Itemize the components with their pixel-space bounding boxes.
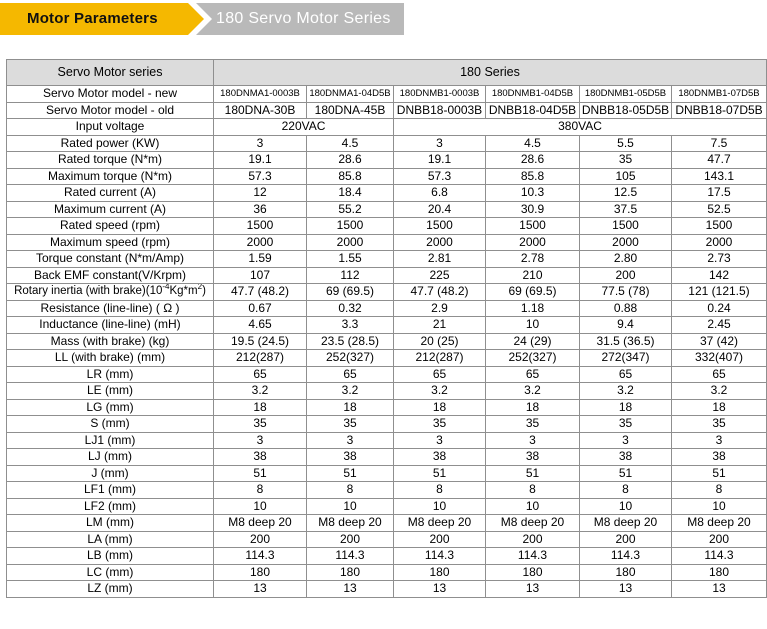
dimension-row-value: 31.5 (36.5) xyxy=(580,333,672,350)
dimension-row-value: 65 xyxy=(580,366,672,383)
dimension-row-label: Inductance (line-line) (mH) xyxy=(7,317,214,334)
dimension-row-value: 18 xyxy=(307,399,394,416)
dimension-row-value: 180 xyxy=(307,564,394,581)
dimension-row-value: 65 xyxy=(307,366,394,383)
dimension-row-label: LJ (mm) xyxy=(7,449,214,466)
dimension-row xyxy=(7,383,767,400)
dimension-row-value: 51 xyxy=(394,465,486,482)
dimension-row-value: 212(287) xyxy=(214,350,307,367)
section-banner xyxy=(0,3,404,35)
dimension-row-value: 10 xyxy=(307,498,394,515)
dimension-row-value: 200 xyxy=(307,531,394,548)
spec-row-value: 5.5 xyxy=(580,135,672,152)
spec-row-value: 143.1 xyxy=(672,168,767,185)
dimension-row xyxy=(7,449,767,466)
spec-row-value: 20.4 xyxy=(394,201,486,218)
dimension-row-value: 65 xyxy=(214,366,307,383)
spec-row-value: 112 xyxy=(307,267,394,284)
dimension-row-value: M8 deep 20 xyxy=(672,515,767,532)
spec-row-value: 55.2 xyxy=(307,201,394,218)
spec-row-value: 1500 xyxy=(394,218,486,235)
dimension-row-value: 38 xyxy=(394,449,486,466)
dimension-row-value: 8 xyxy=(486,482,580,499)
dimension-row-label: LA (mm) xyxy=(7,531,214,548)
dimension-row-label: LR (mm) xyxy=(7,366,214,383)
model-old-row xyxy=(7,102,767,119)
dimension-row-value: 180 xyxy=(580,564,672,581)
dimension-row-value: 8 xyxy=(307,482,394,499)
dimension-row-value: 38 xyxy=(307,449,394,466)
rotary-inertia-value: 47.7 (48.2) xyxy=(394,284,486,301)
dimension-row-value: 10 xyxy=(486,498,580,515)
spec-row-value: 2000 xyxy=(307,234,394,251)
banner-label: Motor Parameters xyxy=(27,10,158,27)
spec-row-value: 7.5 xyxy=(672,135,767,152)
dimension-row-value: 35 xyxy=(486,416,580,433)
dimension-row-value: 38 xyxy=(214,449,307,466)
table-header-row xyxy=(7,60,767,86)
model-new-row-value: 180DNMB1-04D5B xyxy=(486,86,580,103)
model-new-row-value: 180DNMB1-07D5B xyxy=(672,86,767,103)
dimension-row-label: LB (mm) xyxy=(7,548,214,565)
dimension-row-value: 19.5 (24.5) xyxy=(214,333,307,350)
spec-row-value: 28.6 xyxy=(486,152,580,169)
dimension-row-value: 3.2 xyxy=(580,383,672,400)
dimension-row-value: M8 deep 20 xyxy=(307,515,394,532)
dimension-row-value: 212(287) xyxy=(394,350,486,367)
spec-row-label: Maximum current (A) xyxy=(7,201,214,218)
spec-row-value: 6.8 xyxy=(394,185,486,202)
model-new-row-value: 180DNMA1-04D5B xyxy=(307,86,394,103)
spec-row-value: 12.5 xyxy=(580,185,672,202)
model-old-row-value: DNBB18-04D5B xyxy=(486,102,580,119)
spec-row-value: 35 xyxy=(580,152,672,169)
voltage-380-value: 380VAC xyxy=(394,119,767,136)
dimension-row-value: 252(327) xyxy=(486,350,580,367)
dimension-row-value: 9.4 xyxy=(580,317,672,334)
dimension-row-label: Resistance (line-line) ( Ω ) xyxy=(7,300,214,317)
header-series-label: Servo Motor series xyxy=(7,60,214,86)
dimension-row-label: LE (mm) xyxy=(7,383,214,400)
spec-row-value: 18.4 xyxy=(307,185,394,202)
spec-row-value: 1500 xyxy=(672,218,767,235)
spec-row-value: 225 xyxy=(394,267,486,284)
spec-row-value: 2000 xyxy=(672,234,767,251)
table-body xyxy=(7,60,767,598)
dimension-row xyxy=(7,432,767,449)
dimension-row-value: 10 xyxy=(394,498,486,515)
header-series-value: 180 Series xyxy=(214,60,767,86)
spec-row-value: 36 xyxy=(214,201,307,218)
spec-row-label: Rated speed (rpm) xyxy=(7,218,214,235)
spec-row xyxy=(7,135,767,152)
spec-row-label: Rated power (KW) xyxy=(7,135,214,152)
dimension-row-value: 51 xyxy=(214,465,307,482)
dimension-row-value: 3 xyxy=(214,432,307,449)
spec-row-value: 2.80 xyxy=(580,251,672,268)
dimension-row-label: J (mm) xyxy=(7,465,214,482)
dimension-row-value: 114.3 xyxy=(394,548,486,565)
dimension-row-value: 114.3 xyxy=(307,548,394,565)
spec-row-value: 1.59 xyxy=(214,251,307,268)
spec-row xyxy=(7,251,767,268)
dimension-row-value: 13 xyxy=(307,581,394,598)
dimension-row-value: 10 xyxy=(672,498,767,515)
dimension-row-value: 0.88 xyxy=(580,300,672,317)
spec-row-value: 2000 xyxy=(486,234,580,251)
spec-row-value: 52.5 xyxy=(672,201,767,218)
dimension-row-value: 114.3 xyxy=(214,548,307,565)
dimension-row-value: 252(327) xyxy=(307,350,394,367)
spec-row-value: 4.5 xyxy=(486,135,580,152)
spec-row xyxy=(7,234,767,251)
rotary-inertia-value: 47.7 (48.2) xyxy=(214,284,307,301)
dimension-row-value: 200 xyxy=(486,531,580,548)
spec-row-value: 105 xyxy=(580,168,672,185)
spec-row xyxy=(7,185,767,202)
model-new-row-value: 180DNMB1-05D5B xyxy=(580,86,672,103)
model-new-row-value: 180DNMA1-0003B xyxy=(214,86,307,103)
dimension-row-value: 200 xyxy=(214,531,307,548)
dimension-row-label: LG (mm) xyxy=(7,399,214,416)
dimension-row-value: 35 xyxy=(394,416,486,433)
spec-row-value: 1500 xyxy=(486,218,580,235)
dimension-row xyxy=(7,416,767,433)
spec-row-value: 12 xyxy=(214,185,307,202)
dimension-row-label: Mass (with brake) (kg) xyxy=(7,333,214,350)
motor-parameters-table xyxy=(6,59,767,598)
dimension-row-value: 13 xyxy=(486,581,580,598)
dimension-row-value: 3 xyxy=(580,432,672,449)
dimension-row xyxy=(7,366,767,383)
spec-row-value: 107 xyxy=(214,267,307,284)
dimension-row-label: LZ (mm) xyxy=(7,581,214,598)
dimension-row-value: 24 (29) xyxy=(486,333,580,350)
dimension-row-value: 51 xyxy=(580,465,672,482)
model-old-row-value: 180DNA-30B xyxy=(214,102,307,119)
spec-row-label: Maximum torque (N*m) xyxy=(7,168,214,185)
dimension-row-value: 114.3 xyxy=(580,548,672,565)
voltage-220-value: 220VAC xyxy=(214,119,394,136)
spec-row-value: 2000 xyxy=(394,234,486,251)
dimension-row-value: 3 xyxy=(307,432,394,449)
dimension-row-value: 3.2 xyxy=(307,383,394,400)
input-voltage-label: Input voltage xyxy=(7,119,214,136)
dimension-row-value: 35 xyxy=(672,416,767,433)
dimension-row-value: 51 xyxy=(307,465,394,482)
dimension-row-value: 8 xyxy=(394,482,486,499)
dimension-row-value: 3 xyxy=(394,432,486,449)
spec-row-value: 4.5 xyxy=(307,135,394,152)
dimension-row-value: 35 xyxy=(307,416,394,433)
dimension-row-value: 18 xyxy=(672,399,767,416)
dimension-row xyxy=(7,515,767,532)
spec-row-value: 1500 xyxy=(307,218,394,235)
inertia-label-part: Kg*m xyxy=(169,285,198,298)
dimension-row-value: 180 xyxy=(214,564,307,581)
dimension-row-value: 10 xyxy=(580,498,672,515)
dimension-row-value: 8 xyxy=(672,482,767,499)
dimension-row-value: 18 xyxy=(486,399,580,416)
rotary-inertia-value: 69 (69.5) xyxy=(307,284,394,301)
model-old-row-value: DNBB18-0003B xyxy=(394,102,486,119)
dimension-row-value: 2.9 xyxy=(394,300,486,317)
dimension-row-value: 38 xyxy=(486,449,580,466)
rotary-inertia-row xyxy=(7,284,767,301)
dimension-row-value: 13 xyxy=(394,581,486,598)
spec-row-value: 57.3 xyxy=(214,168,307,185)
dimension-row-value: 65 xyxy=(486,366,580,383)
inertia-label-part: Rotary inertia (with brake)(10 xyxy=(14,285,163,298)
spec-row-value: 17.5 xyxy=(672,185,767,202)
spec-row-value: 1500 xyxy=(214,218,307,235)
dimension-row-value: M8 deep 20 xyxy=(214,515,307,532)
dimension-row-label: LM (mm) xyxy=(7,515,214,532)
dimension-row xyxy=(7,482,767,499)
spec-row-label: Rated current (A) xyxy=(7,185,214,202)
dimension-row-value: 8 xyxy=(214,482,307,499)
spec-row xyxy=(7,218,767,235)
dimension-row-value: 13 xyxy=(214,581,307,598)
rotary-inertia-value: 69 (69.5) xyxy=(486,284,580,301)
spec-row-value: 2.78 xyxy=(486,251,580,268)
dimension-row xyxy=(7,564,767,581)
spec-row-value: 28.6 xyxy=(307,152,394,169)
dimension-row-value: 18 xyxy=(580,399,672,416)
input-voltage-row xyxy=(7,119,767,136)
dimension-row-value: 21 xyxy=(394,317,486,334)
dimension-row-value: 4.65 xyxy=(214,317,307,334)
dimension-row-value: 0.67 xyxy=(214,300,307,317)
banner-subtitle: 180 Servo Motor Series xyxy=(216,10,391,27)
spec-row xyxy=(7,267,767,284)
spec-row-value: 57.3 xyxy=(394,168,486,185)
dimension-row xyxy=(7,548,767,565)
dimension-row-value: 3.2 xyxy=(214,383,307,400)
dimension-row xyxy=(7,317,767,334)
dimension-row-value: 18 xyxy=(214,399,307,416)
rotary-inertia-value: 121 (121.5) xyxy=(672,284,767,301)
spec-row-value: 2.81 xyxy=(394,251,486,268)
dimension-row-value: 65 xyxy=(394,366,486,383)
dimension-row xyxy=(7,399,767,416)
dimension-row-value: 180 xyxy=(394,564,486,581)
dimension-row-label: LF1 (mm) xyxy=(7,482,214,499)
dimension-row-label: LF2 (mm) xyxy=(7,498,214,515)
dimension-row-value: 3.2 xyxy=(486,383,580,400)
dimension-row xyxy=(7,300,767,317)
spec-row xyxy=(7,168,767,185)
spec-row-label: Torque constant (N*m/Amp) xyxy=(7,251,214,268)
dimension-row-value: 35 xyxy=(214,416,307,433)
dimension-row-value: 35 xyxy=(580,416,672,433)
dimension-row-value: 200 xyxy=(394,531,486,548)
dimension-row-value: 3.2 xyxy=(394,383,486,400)
dimension-row-value: 3 xyxy=(486,432,580,449)
spec-row-value: 142 xyxy=(672,267,767,284)
dimension-row xyxy=(7,581,767,598)
dimension-row-value: 1.18 xyxy=(486,300,580,317)
dimension-row-value: 51 xyxy=(672,465,767,482)
dimension-row-value: M8 deep 20 xyxy=(486,515,580,532)
spec-row xyxy=(7,152,767,169)
dimension-row-value: 51 xyxy=(486,465,580,482)
dimension-row-label: LJ1 (mm) xyxy=(7,432,214,449)
dimension-row-value: 37 (42) xyxy=(672,333,767,350)
dimension-row-value: 114.3 xyxy=(672,548,767,565)
dimension-row-value: 8 xyxy=(580,482,672,499)
rotary-inertia-value: 77.5 (78) xyxy=(580,284,672,301)
model-old-row-value: 180DNA-45B xyxy=(307,102,394,119)
dimension-row-value: 23.5 (28.5) xyxy=(307,333,394,350)
spec-row-value: 2000 xyxy=(214,234,307,251)
model-old-row-value: DNBB18-05D5B xyxy=(580,102,672,119)
dimension-row-value: 2.45 xyxy=(672,317,767,334)
dimension-row-value: 13 xyxy=(580,581,672,598)
rotary-inertia-label xyxy=(7,284,214,301)
dimension-row-value: 180 xyxy=(672,564,767,581)
spec-row-value: 10.3 xyxy=(486,185,580,202)
dimension-row-value: 272(347) xyxy=(580,350,672,367)
spec-row-value: 30.9 xyxy=(486,201,580,218)
spec-row-label: Back EMF constant(V/Krpm) xyxy=(7,267,214,284)
dimension-row xyxy=(7,350,767,367)
spec-row-value: 3 xyxy=(214,135,307,152)
dimension-row xyxy=(7,498,767,515)
spec-row-value: 2.73 xyxy=(672,251,767,268)
dimension-row-label: S (mm) xyxy=(7,416,214,433)
dimension-row-value: 3 xyxy=(672,432,767,449)
spec-row-value: 19.1 xyxy=(214,152,307,169)
spec-row-label: Maximum speed (rpm) xyxy=(7,234,214,251)
dimension-row-value: 180 xyxy=(486,564,580,581)
dimension-row xyxy=(7,531,767,548)
dimension-row-value: 200 xyxy=(580,531,672,548)
spec-row-value: 85.8 xyxy=(486,168,580,185)
dimension-row xyxy=(7,333,767,350)
dimension-row-value: 10 xyxy=(214,498,307,515)
model-old-row-value: DNBB18-07D5B xyxy=(672,102,767,119)
inertia-label-part: ) xyxy=(202,285,206,298)
spec-row-value: 47.7 xyxy=(672,152,767,169)
dimension-row-value: M8 deep 20 xyxy=(394,515,486,532)
spec-row-value: 1500 xyxy=(580,218,672,235)
model-new-row xyxy=(7,86,767,103)
spec-row-value: 1.55 xyxy=(307,251,394,268)
dimension-row-value: 18 xyxy=(394,399,486,416)
inertia-label-part: 2 xyxy=(197,283,203,292)
spec-row-value: 210 xyxy=(486,267,580,284)
spec-row xyxy=(7,201,767,218)
spec-row-value: 85.8 xyxy=(307,168,394,185)
model-new-row-label: Servo Motor model - new xyxy=(7,86,214,103)
dimension-row-value: 200 xyxy=(672,531,767,548)
dimension-row-value: 65 xyxy=(672,366,767,383)
spec-row-value: 200 xyxy=(580,267,672,284)
dimension-row-value: M8 deep 20 xyxy=(580,515,672,532)
spec-row-value: 3 xyxy=(394,135,486,152)
dimension-row-value: 3.3 xyxy=(307,317,394,334)
dimension-row-value: 332(407) xyxy=(672,350,767,367)
spec-row-value: 2000 xyxy=(580,234,672,251)
dimension-row-label: LC (mm) xyxy=(7,564,214,581)
dimension-row-value: 114.3 xyxy=(486,548,580,565)
dimension-row-value: 0.32 xyxy=(307,300,394,317)
spec-row-value: 37.5 xyxy=(580,201,672,218)
spec-row-label: Rated torque (N*m) xyxy=(7,152,214,169)
dimension-row-label: LL (with brake) (mm) xyxy=(7,350,214,367)
dimension-row xyxy=(7,465,767,482)
dimension-row-value: 38 xyxy=(672,449,767,466)
model-new-row-value: 180DNMB1-0003B xyxy=(394,86,486,103)
spec-row-value: 19.1 xyxy=(394,152,486,169)
dimension-row-value: 0.24 xyxy=(672,300,767,317)
dimension-row-value: 38 xyxy=(580,449,672,466)
dimension-row-value: 20 (25) xyxy=(394,333,486,350)
model-old-row-label: Servo Motor model - old xyxy=(7,102,214,119)
dimension-row-value: 10 xyxy=(486,317,580,334)
dimension-row-value: 13 xyxy=(672,581,767,598)
inertia-label-part: -4 xyxy=(162,283,170,292)
dimension-row-value: 3.2 xyxy=(672,383,767,400)
